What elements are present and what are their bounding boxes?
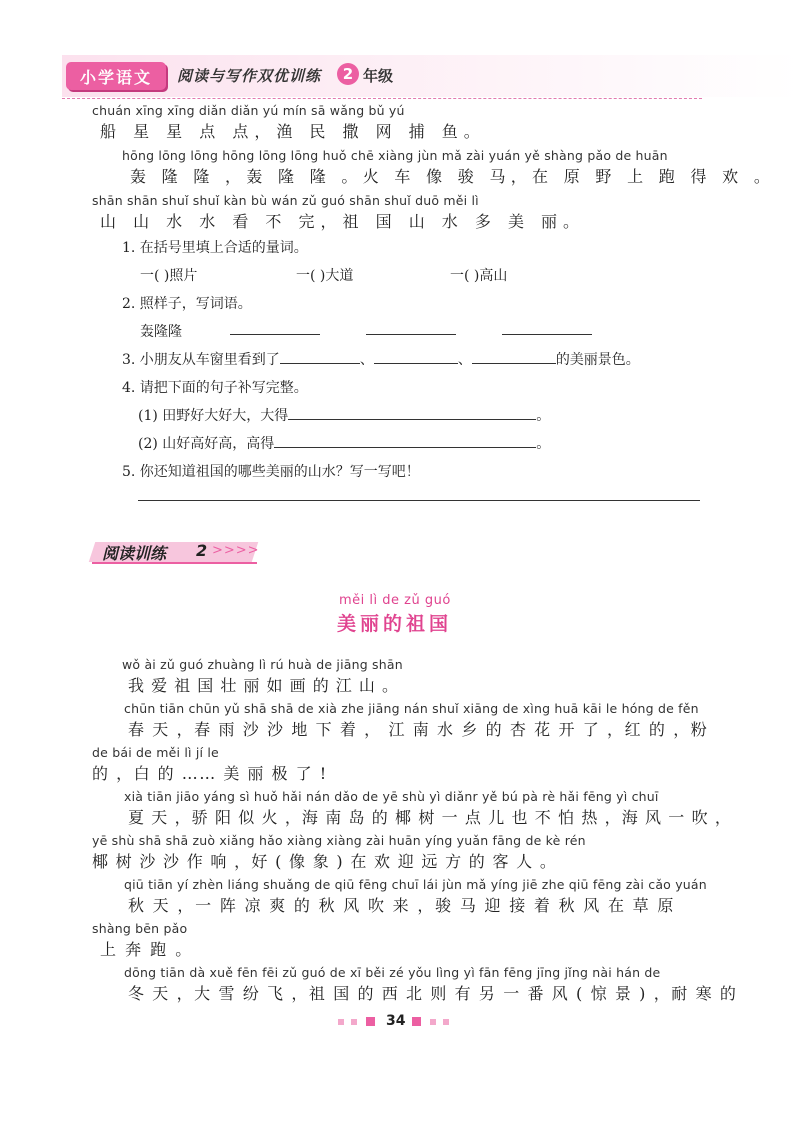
pinyin-line: hōng lōng lōng hōng lōng lōng huǒ chē xiàng jùn mǎ zài yuán yě shàng pǎo de huān xyxy=(122,148,668,163)
q4-2-prompt: (2) 山好高好高，高得 xyxy=(138,436,275,452)
pinyin-line: shàng bēn pǎo xyxy=(92,921,188,936)
text-line: 冬 天 ，大 雪 纷 飞 ，祖 国 的 西 北 则 有 另 一 番 风 ( 惊 景 ) ，耐 寒 的 xyxy=(128,984,738,1003)
footer-dot-icon xyxy=(351,1019,357,1025)
subject-badge: 小学语文 xyxy=(66,62,166,90)
question-4: 4. 请把下面的句子补写完整。 xyxy=(122,380,308,396)
q3-suffix: 的美丽景色。 xyxy=(555,352,640,368)
q3-prefix: 3. 小朋友从车窗里看到了 xyxy=(122,352,280,368)
pinyin-line: dōng tiān dà xuě fēn fēi zǔ guó de xī běi zé yǒu lìng yì fān fēng jīng jǐng nài hán de xyxy=(124,965,661,980)
footer-square-icon xyxy=(412,1017,421,1026)
q3-blank[interactable] xyxy=(280,349,360,364)
pinyin-line: de bái de měi lì jí le xyxy=(92,745,219,760)
question-2: 2. 照样子，写词语。 xyxy=(122,296,252,312)
q4-1-end: 。 xyxy=(536,408,551,424)
text-line: 的 ，白 的 …… 美 丽 极 了 ! xyxy=(92,764,328,783)
pinyin-line: xià tiān jiāo yáng sì huǒ hǎi nán dǎo de yē shù yì diǎnr yě bú pà rè hǎi fēng yì chuī xyxy=(124,789,659,804)
question-1: 1. 在括号里填上合适的量词。 xyxy=(122,240,308,256)
q1-item-mountain: 一( )高山 xyxy=(450,268,508,284)
text-line: 椰 树 沙 沙 作 响 ，好 ( 像 象 ) 在 欢 迎 远 方 的 客 人 。 xyxy=(92,852,558,871)
pinyin-line: shān shān shuǐ shuǐ kàn bù wán zǔ guó shān shuǐ duō měi lì xyxy=(92,193,479,208)
q2-answer-blank[interactable] xyxy=(502,334,592,335)
grade-label: 年级 xyxy=(363,67,394,85)
q2-answer-blank[interactable] xyxy=(366,334,456,335)
footer-dot-icon xyxy=(338,1019,344,1025)
text-line: 上 奔 跑 。 xyxy=(100,940,194,959)
header-divider xyxy=(62,98,702,99)
pinyin-line: qiū tiān yí zhèn liáng shuǎng de qiū fēng chuī lái jùn mǎ yíng jiē zhe qiū fēng zài cǎo yuán xyxy=(124,877,707,892)
question-4-2 xyxy=(138,433,550,453)
q3-blank[interactable] xyxy=(472,349,556,364)
text-line: 秋 天 ，一 阵 凉 爽 的 秋 风 吹 来 ，骏 马 迎 接 着 秋 风 在 草 原 xyxy=(128,896,676,915)
q5-answer-line[interactable] xyxy=(138,500,700,501)
page-number: 34 xyxy=(386,1013,406,1029)
article-title-pinyin: měi lì de zǔ guó xyxy=(339,593,451,608)
pinyin-line: wǒ ài zǔ guó zhuàng lì rú huà de jiāng shān xyxy=(122,657,403,672)
q2-answer-blank[interactable] xyxy=(230,334,320,335)
section-title: 阅读训练 xyxy=(102,544,167,563)
text-line: 山 山 水 水 看 不 完，祖 国 山 水 多 美 丽。 xyxy=(100,212,586,231)
q4-2-blank[interactable] xyxy=(274,433,536,448)
header-band xyxy=(62,55,800,97)
footer-dot-icon xyxy=(430,1019,436,1025)
text-line: 船 星 星 点 点，渔 民 撒 网 捕 鱼。 xyxy=(100,122,486,141)
q3-blank[interactable] xyxy=(374,349,458,364)
text-line: 轰 隆 隆 ，轰 隆 隆 。火 车 像 骏 马，在 原 野 上 跑 得 欢 。 xyxy=(130,167,776,186)
question-4-1 xyxy=(138,405,550,425)
text-line: 我 爱 祖 国 壮 丽 如 画 的 江 山 。 xyxy=(128,676,399,695)
grade-number-badge: 2 xyxy=(337,63,359,85)
q3-separator: 、 xyxy=(359,352,374,368)
article-title: 美丽的祖国 xyxy=(337,613,453,635)
footer-dot-icon xyxy=(443,1019,449,1025)
book-series-title: 阅读与写作双优训练 xyxy=(177,67,322,85)
question-5: 5. 你还知道祖国的哪些美丽的山水？写一写吧！ xyxy=(122,464,420,480)
q1-item-photo: 一( )照片 xyxy=(140,268,198,284)
pinyin-line: chūn tiān chūn yǔ shā shā de xià zhe jiāng nán shuǐ xiāng de xìng huā kāi le hóng de fěn xyxy=(124,701,699,716)
section-underline xyxy=(92,562,257,564)
text-line: 夏 天 ，骄 阳 似 火 ，海 南 岛 的 椰 树 一 点 儿 也 不 怕 热 ，海 风 一 吹 ， xyxy=(128,808,732,827)
q1-item-road: 一( )大道 xyxy=(296,268,354,284)
section-arrows-icon: >>>> xyxy=(212,543,260,558)
q4-2-end: 。 xyxy=(536,436,551,452)
question-3 xyxy=(122,349,640,369)
footer-square-icon xyxy=(366,1017,375,1026)
section-number: 2 xyxy=(196,541,208,560)
q3-separator: 、 xyxy=(457,352,472,368)
pinyin-line: chuán xīng xīng diǎn diǎn yú mín sā wǎng bǔ yú xyxy=(92,103,405,118)
text-line: 春 天 ，春 雨 沙 沙 地 下 着 ， 江 南 水 乡 的 杏 花 开 了 ，红 的 ，粉 xyxy=(128,720,709,739)
q4-1-blank[interactable] xyxy=(288,405,536,420)
q4-1-prompt: (1) 田野好大好大，大得 xyxy=(138,408,289,424)
pinyin-line: yē shù shā shā zuò xiǎng hǎo xiàng xiàng zài huān yíng yuǎn fāng de kè rén xyxy=(92,833,586,848)
q2-example: 轰隆隆 xyxy=(140,324,182,340)
